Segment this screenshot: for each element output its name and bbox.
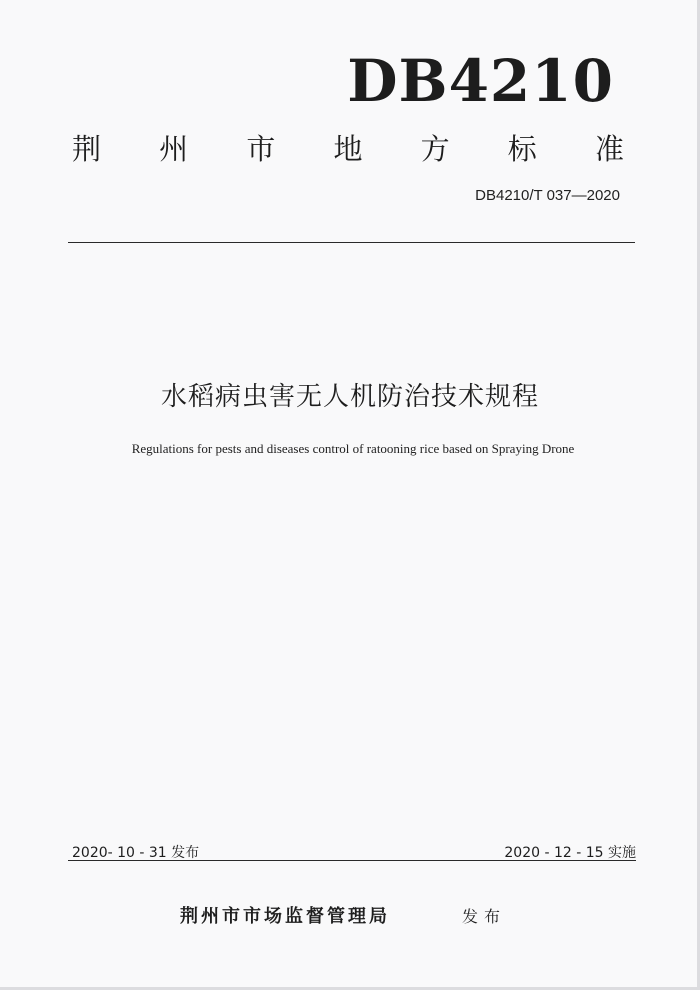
issue-date: 2020- 10 - 31 发布 (72, 845, 200, 861)
header-divider (68, 242, 635, 243)
standard-type-char: 方 (420, 132, 450, 166)
document-title-chinese: 水稻病虫害无人机防治技术规程 (160, 382, 539, 412)
standard-type-char: 标 (507, 132, 537, 166)
standard-type-char: 地 (333, 132, 363, 166)
footer-divider (68, 860, 636, 861)
issue-label: 发布 (462, 907, 507, 926)
document-title-english: Regulations for pests and diseases control of ratooning rice based on Spraying Drone (131, 441, 575, 456)
standard-type-char: 准 (594, 132, 624, 166)
standard-code-mark: DB4210 (347, 47, 614, 115)
implementation-date: 2020 - 12 - 15 实施 (504, 845, 636, 861)
standard-type-char: 州 (159, 132, 189, 166)
standard-type-char: 荆 (72, 132, 102, 166)
issuing-authority: 荆州市市场监督管理局 (180, 906, 390, 927)
standard-type-char: 市 (246, 132, 276, 166)
standard-type-heading (72, 132, 624, 167)
standard-number: DB4210/T 037—2020 (475, 187, 620, 204)
